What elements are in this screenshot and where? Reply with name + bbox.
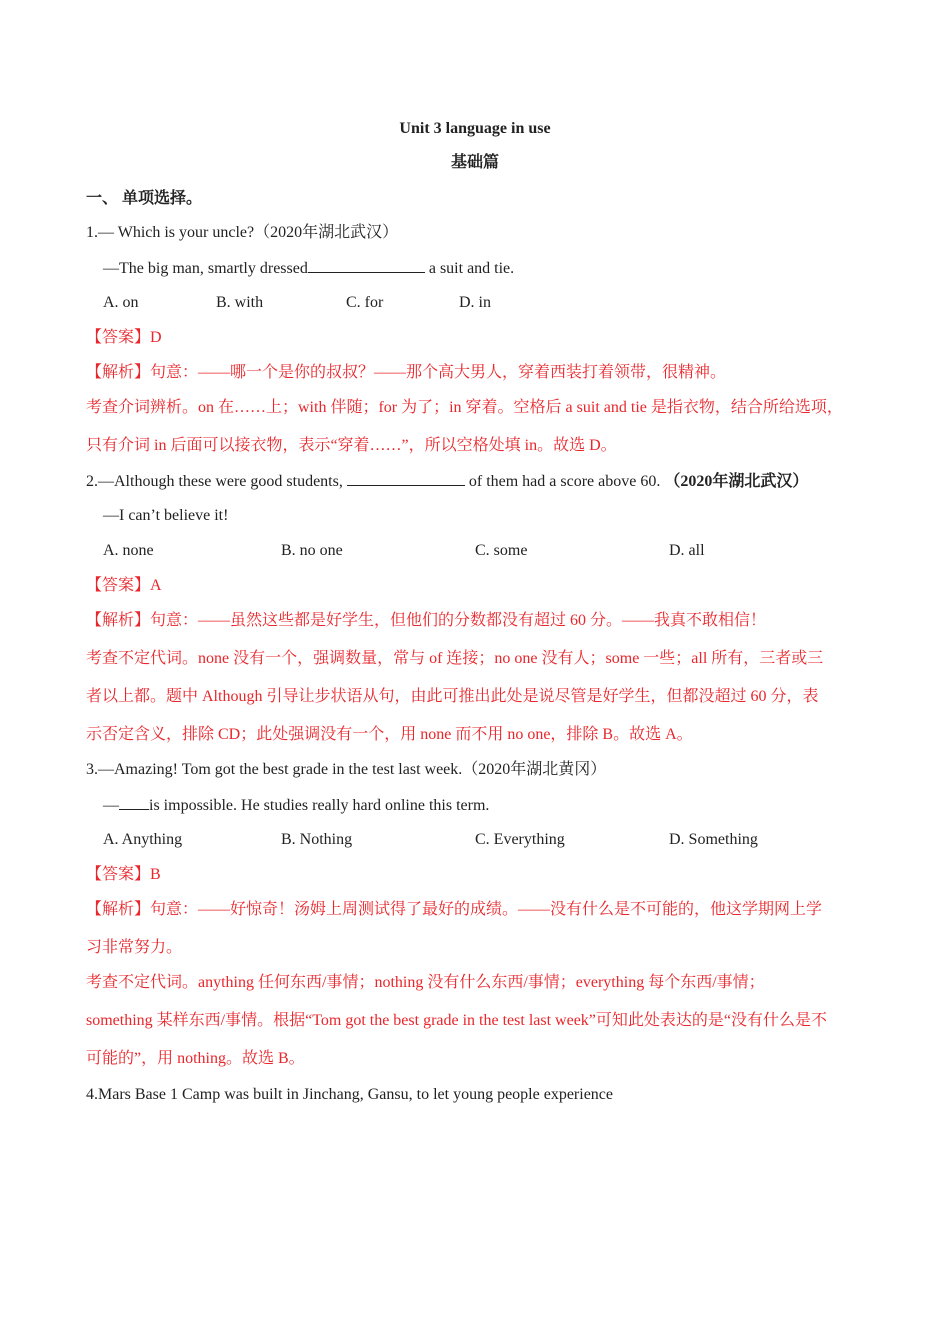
- q1-option-b: B. with: [216, 294, 264, 311]
- q2-answer-blank: [347, 470, 465, 486]
- q3-line2-pre: —: [103, 797, 119, 814]
- q3-option-c: C. Everything: [475, 831, 565, 848]
- q2-analysis-line: 示否定含义，排除 CD；此处强调没有一个，用 none 而不用 no one，排除 B。故选 A。: [86, 726, 693, 743]
- q3-answer: 【答案】B: [86, 866, 161, 883]
- q1-analysis-line: 【解析】句意：——哪一个是你的叔叔？——那个高大男人，穿着西装打着领带，很精神。: [86, 364, 727, 381]
- q2-stem-pre: 2.—Although these were good students,: [86, 473, 347, 490]
- q1-answer: 【答案】D: [86, 329, 162, 346]
- q1-line2: [103, 257, 514, 280]
- q3-analysis-line: 可能的”，用 nothing。故选 B。: [86, 1050, 305, 1067]
- q3-option-b: B. Nothing: [281, 831, 353, 848]
- q1-option-c: C. for: [346, 294, 384, 311]
- q2-option-b: B. no one: [281, 542, 343, 559]
- q3-analysis-line: 习非常努力。: [86, 939, 183, 956]
- q1-analysis-line: 考查介词辨析。on 在……上；with 伴随；for 为了；in 穿着。空格后 a suit and tie 是指衣物，结合所给选项，: [86, 399, 843, 416]
- q1-analysis-line: 只有介词 in 后面可以接衣物，表示“穿着……”，所以空格处填 in。故选 D。: [86, 437, 617, 454]
- q2-analysis-line: 【解析】句意：——虽然这些都是好学生，但他们的分数都没有超过 60 分。——我真不敢相信！: [86, 612, 767, 629]
- q1-answer-blank: [308, 257, 425, 273]
- q2-answer: 【答案】A: [86, 577, 162, 594]
- q2-analysis-line: 考查不定代词。none 没有一个，强调数量，常与 of 连接；no one 没有人；some 一些；all 所有，三者或三: [86, 650, 824, 667]
- q1-option-a: A. on: [103, 294, 139, 311]
- q3-line2-post: is impossible. He studies really hard online this term.: [149, 797, 490, 814]
- q2-stem-post: of them had a score above 60.: [464, 473, 665, 490]
- q2-option-c: C. some: [475, 542, 528, 559]
- q3-option-a: A. Anything: [103, 831, 183, 848]
- q2-line2: —I can’t believe it!: [103, 507, 229, 524]
- q3-stem: 3.—Amazing! Tom got the best grade in the test last week.（2020年湖北黄冈）: [86, 761, 607, 778]
- q3-line2: [103, 794, 489, 817]
- q2-option-d: D. all: [669, 542, 705, 559]
- page-title: Unit 3 language in use: [399, 120, 551, 137]
- q2-analysis-line: 者以上都。题中 Although 引导让步状语从句，由此可推出此处是说尽管是好学生，但都没超过 60 分，表: [86, 688, 819, 705]
- q2-source: （2020年湖北武汉）: [664, 473, 809, 490]
- q2-stem: [86, 470, 808, 493]
- q1-option-d: D. in: [459, 294, 491, 311]
- q3-analysis-line: 【解析】句意：——好惊奇！汤姆上周测试得了最好的成绩。——没有什么是不可能的，他这学期网上学: [86, 901, 823, 918]
- q3-analysis-line: something 某样东西/事情。根据“Tom got the best grade in the test last week”可知此处表达的是“没有什么是不: [86, 1012, 828, 1029]
- page-subtitle: 基础篇: [450, 154, 499, 171]
- q3-answer-blank: [119, 794, 149, 810]
- q2-option-a: A. none: [103, 542, 154, 559]
- q3-option-d: D. Something: [669, 831, 758, 848]
- q1-stem: 1.— Which is your uncle?（2020年湖北武汉）: [86, 224, 399, 241]
- section-heading: 一、 单项选择。: [86, 190, 203, 207]
- q1-line2-post: a suit and tie.: [424, 260, 515, 277]
- q4-stem: 4.Mars Base 1 Camp was built in Jinchang, Gansu, to let young people experience: [86, 1086, 613, 1103]
- q3-analysis-line: 考查不定代词。anything 任何东西/事情；nothing 没有什么东西/事情；everything 每个东西/事情；: [86, 974, 765, 991]
- q1-line2-pre: —The big man, smartly dressed: [103, 260, 308, 277]
